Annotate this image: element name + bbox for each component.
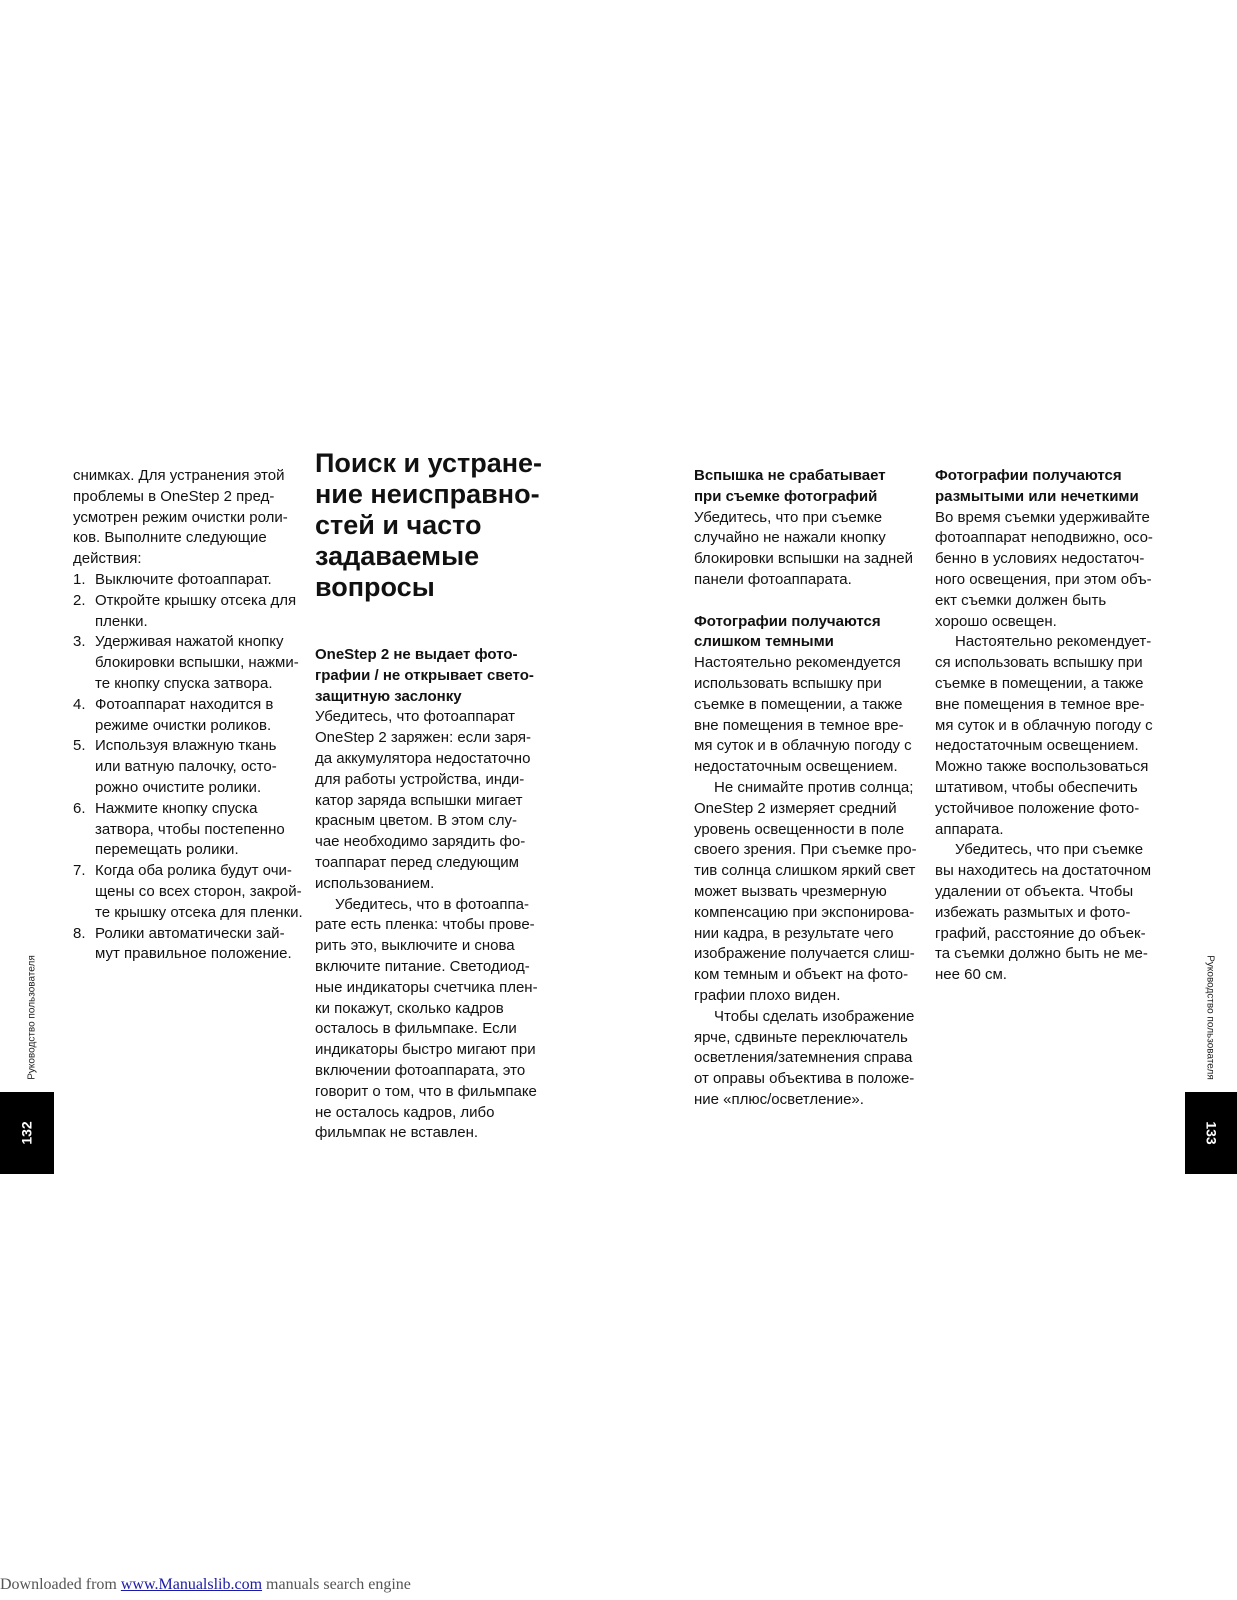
step-item-4 xyxy=(73,695,305,737)
troubleshooting-section xyxy=(315,448,547,1144)
cleaning-steps-list xyxy=(73,570,305,965)
footer-prefix: Downloaded from xyxy=(0,1576,121,1593)
step-number: 2. xyxy=(73,591,86,609)
step-item-3 xyxy=(73,632,305,694)
q3-heading: Фотографии получаются слишком темными xyxy=(694,612,881,651)
step-text: Используя влажную ткань или ватную палочку, осто- рожно очистите ролики. xyxy=(95,737,277,796)
step-text: Нажмите кнопку спуска затвора, чтобы постепенно перемещать ролики. xyxy=(95,799,285,859)
step-number: 3. xyxy=(73,633,86,651)
step-item-8 xyxy=(73,924,305,966)
step-number: 7. xyxy=(73,862,86,880)
step-number: 1. xyxy=(73,570,86,588)
q3-paragraph-2: Не снимайте против солнца; OneStep 2 измеряет средний уровень освещенности в поле своего зрения. При съемке про- тив солнца слишком яркий свет может вызвать чрезмерную компенсацию при экспонирова- нии кадра, в результате чего изображение получается слиш- ком темным и объект на фото- графии плохо виден. xyxy=(694,778,917,1004)
page-number-tab-right xyxy=(1185,1092,1237,1174)
q1-paragraph-2: Убедитесь, что в фотоаппа- рате есть пленка: чтобы прове- рить это, выключите и снова включите питание. Светодиод- ные индикаторы счетчика плен- ки покажут, сколько кадров осталось в фильмпаке. Если индикаторы быстро мигают при включении фотоаппарата, это говорит о том, что в фильмпаке не осталось кадров, либо фильмпак не вставлен. xyxy=(315,895,538,1142)
step-text: Удерживая нажатой кнопку блокировки вспышки, нажми- те кнопку спуска затвора. xyxy=(95,633,299,692)
right-column-blurry xyxy=(935,466,1175,986)
step-text: Откройте крышку отсека для пленки. xyxy=(95,591,297,630)
page-number-tab-left xyxy=(0,1092,54,1174)
q3-paragraph-3: Чтобы сделать изображение ярче, сдвиньте переключатель осветления/затемнения справа от оправы объектива в положе- ние «плюс/осветление». xyxy=(694,1007,915,1108)
section-title: Поиск и устране- ние неисправно- стей и часто задаваемые вопросы xyxy=(315,448,543,602)
left-column-cleaning xyxy=(73,466,305,965)
q4-paragraph-2: Настоятельно рекомендует- ся использовать вспышку при съемке в помещении, а также вне помещения в темное вре- мя суток и в облачную погоду с недостаточным освещением. Можно также воспользоваться штативом, чтобы обеспечить устойчивое положение фото- аппарата. xyxy=(935,633,1153,838)
q4-heading: Фотографии получаются размытыми или нечеткими xyxy=(935,467,1139,505)
manualslib-link[interactable]: www.Manualslib.com xyxy=(120,1576,263,1593)
step-number: 8. xyxy=(73,924,86,942)
step-number: 6. xyxy=(73,799,86,817)
left-side-label: Руководство пользователя xyxy=(26,955,38,1080)
q2-heading: Вспышка не срабатывает при съемке фотографий xyxy=(694,467,886,505)
footer-suffix: manuals search engine xyxy=(262,1576,411,1593)
step-text: Когда оба ролика будут очи- щены со всех сторон, закрой- те крышку отсека для пленки. xyxy=(95,862,303,921)
step-text: Выключите фотоаппарат. xyxy=(95,570,272,588)
page-number-right: 133 xyxy=(1203,1121,1220,1145)
q4-paragraph-3: Убедитесь, что при съемке вы находитесь на достаточном удалении от объекта. Чтобы избежать размытых и фото- графий, расстояние до объек- та съемки должно быть не ме- нее 60 см. xyxy=(935,841,1152,984)
right-column-flash-dark xyxy=(694,466,926,1111)
step-number: 4. xyxy=(73,695,86,713)
q3-paragraph-1: Настоятельно рекомендуется использовать вспышку при съемке в помещении, а также вне помещения в темное вре- мя суток и в облачную погоду с недостаточным освещением. xyxy=(694,654,912,776)
q4-paragraph-1: Во время съемки удерживайте фотоаппарат неподвижно, осо- бенно в условиях недостаточ- ного освещения, при этом объ- ект съемки должен быть хорошо освещен. xyxy=(935,508,1153,630)
download-footer xyxy=(0,1576,411,1594)
q1-heading: OneStep 2 не выдает фото- графии / не открывает свето- защитную заслонку xyxy=(315,646,534,705)
step-item-7 xyxy=(73,861,305,923)
step-item-6 xyxy=(73,799,305,861)
q2-paragraph-1: Убедитесь, что при съемке случайно не нажали кнопку блокировки вспышки на задней панели фотоаппарата. xyxy=(694,508,914,588)
intro-paragraph: снимках. Для устранения этой проблемы в OneStep 2 пред- усмотрен режим очистки роли- ков. Выполните следующие действия: xyxy=(73,467,288,568)
step-item-1 xyxy=(73,570,305,591)
step-item-5 xyxy=(73,736,305,798)
step-number: 5. xyxy=(73,737,86,755)
q1-paragraph-1: Убедитесь, что фотоаппарат OneStep 2 заряжен: если заря- да аккумулятора недостаточно для работы устройства, инди- катор заряда вспышки мигает красным цветом. В этом слу- чае необходимо зарядить фо- тоаппарат перед следующим использованием. xyxy=(315,708,532,892)
page-number-left: 132 xyxy=(18,1121,35,1145)
step-item-2 xyxy=(73,591,305,633)
step-text: Ролики автоматически зай- мут правильное положение. xyxy=(95,924,292,963)
step-text: Фотоаппарат находится в режиме очистки роликов. xyxy=(95,695,274,734)
right-side-label: Руководство пользователя xyxy=(1204,955,1216,1080)
